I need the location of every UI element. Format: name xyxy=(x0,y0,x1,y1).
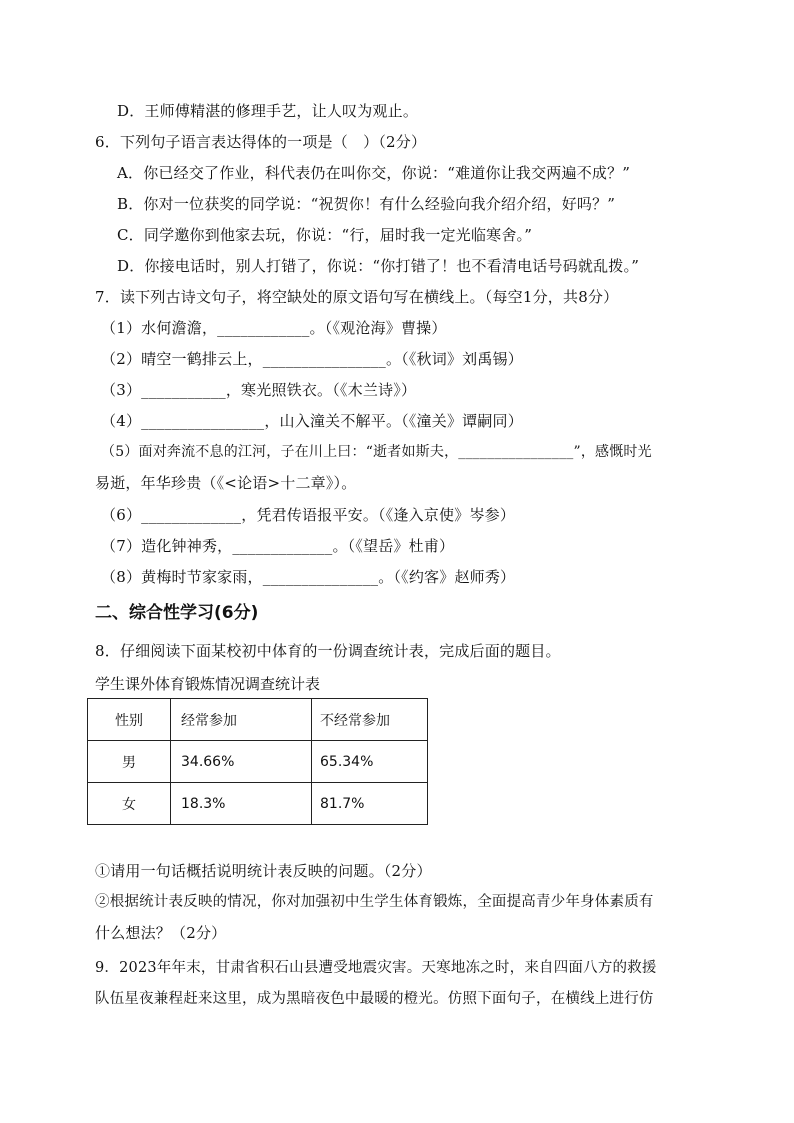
q8-stem: 8．仔细阅读下面某校初中体育的一份调查统计表，完成后面的题目。 xyxy=(95,642,561,660)
q5-option-d: D．王师傅精湛的修理手艺，让人叹为观止。 xyxy=(117,102,419,120)
q7-item-7: （7）造化钟神秀，_____________。（《望岳》杜甫） xyxy=(101,537,455,555)
q6-option-a: A．你已经交了作业，科代表仍在叫你交，你说：“难道你让我交两遍不成？” xyxy=(117,164,631,182)
q7-item-5-cont: 易逝，年华珍贵（《<论语>十二章》）。 xyxy=(95,474,357,492)
section-heading: 二、综合性学习(6分) xyxy=(95,603,259,623)
table-row xyxy=(88,783,428,825)
q7-item-5: （5）面对奔流不息的江河，子在川上曰：“逝者如斯夫，________________”，感慨时光 xyxy=(101,444,652,460)
q8-sub-2-cont: 什么想法？（2分） xyxy=(95,924,227,942)
q6-option-d: D．你接电话时，别人打错了，你说：“你打错了！也不看清电话号码就乱拨。” xyxy=(117,257,640,275)
q7-item-6: （6）_____________，凭君传语报平安。（《逢入京使》岑参） xyxy=(101,506,516,524)
table-row xyxy=(88,741,428,783)
table-caption: 学生课外体育锻炼情况调查统计表 xyxy=(95,675,321,693)
q8-sub-1: ①请用一句话概括说明统计表反映的问题。（2分） xyxy=(95,862,432,880)
q7-item-2: （2）晴空一鹤排云上，________________。（《秋词》刘禹锡） xyxy=(101,350,523,368)
header-infrequent: 不经常参加 xyxy=(312,699,428,741)
survey-table xyxy=(87,698,428,825)
q6-option-c: C．同学邀你到他家去玩，你说：“行，届时我一定光临寒舍。” xyxy=(117,226,533,244)
q7-item-1: （1）水何澹澹，____________。（《观沧海》曹操） xyxy=(101,319,447,337)
q7-item-3: （3）___________，寒光照铁衣。（《木兰诗》） xyxy=(101,381,417,399)
table-header-row xyxy=(88,699,428,741)
row-female-infrequent: 81.7% xyxy=(312,783,428,825)
header-frequent: 经常参加 xyxy=(171,699,312,741)
header-gender: 性别 xyxy=(88,699,171,741)
q7-item-4: （4）________________，山入潼关不解平。（《潼关》谭嗣同） xyxy=(101,412,523,430)
q7-item-8: （8）黄梅时节家家雨，_______________。（《约客》赵师秀） xyxy=(101,568,516,586)
q8-sub-2: ②根据统计表反映的情况，你对加强初中生学生体育锻炼，全面提高青少年身体素质有 xyxy=(95,894,654,910)
q9-stem: 9．2023年年末，甘肃省积石山县遭受地震灾害。天寒地冻之时，来自四面八方的救援 xyxy=(95,960,657,976)
row-male-frequent: 34.66% xyxy=(171,741,312,783)
q9-stem-cont: 队伍星夜兼程赶来这里，成为黑暗夜色中最暖的橙光。仿照下面句子，在横线上进行仿 xyxy=(95,991,654,1007)
row-female-frequent: 18.3% xyxy=(171,783,312,825)
q6-option-b: B．你对一位获奖的同学说：“祝贺你！有什么经验向我介绍介绍，好吗？” xyxy=(117,195,616,213)
row-male-gender: 男 xyxy=(88,741,171,783)
row-female-gender: 女 xyxy=(88,783,171,825)
q7-stem: 7．读下列古诗文句子，将空缺处的原文语句写在横线上。（每空1分，共8分） xyxy=(95,288,619,306)
q6-stem: 6．下列句子语言表达得体的一项是（ ）（2分） xyxy=(95,133,427,151)
row-male-infrequent: 65.34% xyxy=(312,741,428,783)
